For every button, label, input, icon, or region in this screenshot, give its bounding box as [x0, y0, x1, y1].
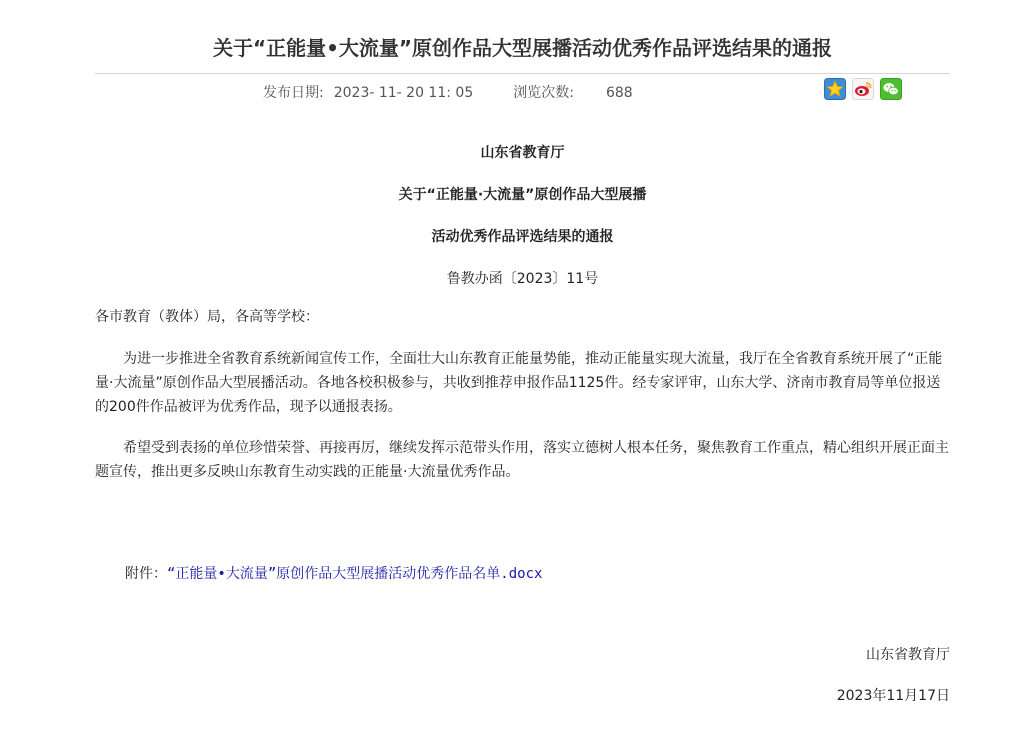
view-count-value: 688: [605, 85, 633, 101]
article-title: 关于“正能量•大流量”原创作品大型展播活动优秀作品评选结果的通报: [212, 36, 833, 60]
publish-date-value: 2023- 11- 20 11: 05: [333, 85, 474, 101]
wechat-icon[interactable]: [880, 78, 902, 100]
view-count-label: 浏览次数:: [513, 85, 574, 101]
salutation: 各市教育（教体）局，各高等学校：: [95, 309, 319, 325]
body-paragraph-1: 为进一步推进全省教育系统新闻宣传工作，全面壮大山东教育正能量势能，推动正能量实现大流量，我厅在全省教育系统开展了“正能量·大流量”原创作品大型展播活动。各地各校积极参与，共收到推荐申报作品1125件。经专家评审，山东大学、济南市教育局等单位报送的200件作品被评为优秀作品，现予以通报表扬。: [95, 351, 943, 415]
qzone-star-icon[interactable]: [824, 78, 846, 100]
body-paragraph-2: 希望受到表扬的单位珍惜荣誉、再接再厉，继续发挥示范带头作用，落实立德树人根本任务，聚焦教育工作重点，精心组织开展正面主题宣传，推出更多反映山东教育生动实践的正能量·大流量优秀作品。: [95, 440, 949, 480]
signature: 山东省教育厅: [866, 647, 950, 663]
title-divider: [95, 73, 950, 74]
share-bar: [824, 78, 902, 100]
attachment-link[interactable]: “正能量•大流量”原创作品大型展播活动优秀作品名单.docx: [167, 566, 543, 582]
doc-number: 鲁教办函〔2023〕11号: [446, 271, 599, 287]
issue-date: 2023年11月17日: [836, 688, 950, 704]
issuer-heading: 山东省教育厅: [480, 145, 565, 161]
attachment-line: [125, 563, 542, 583]
article-meta: [263, 82, 633, 102]
weibo-icon[interactable]: [852, 78, 874, 100]
attachment-label: 附件：: [125, 566, 167, 582]
doc-heading-line1: 关于“正能量·大流量”原创作品大型展播: [398, 187, 647, 203]
publish-date-label: 发布日期:: [263, 85, 324, 101]
doc-heading-line2: 活动优秀作品评选结果的通报: [431, 229, 614, 245]
